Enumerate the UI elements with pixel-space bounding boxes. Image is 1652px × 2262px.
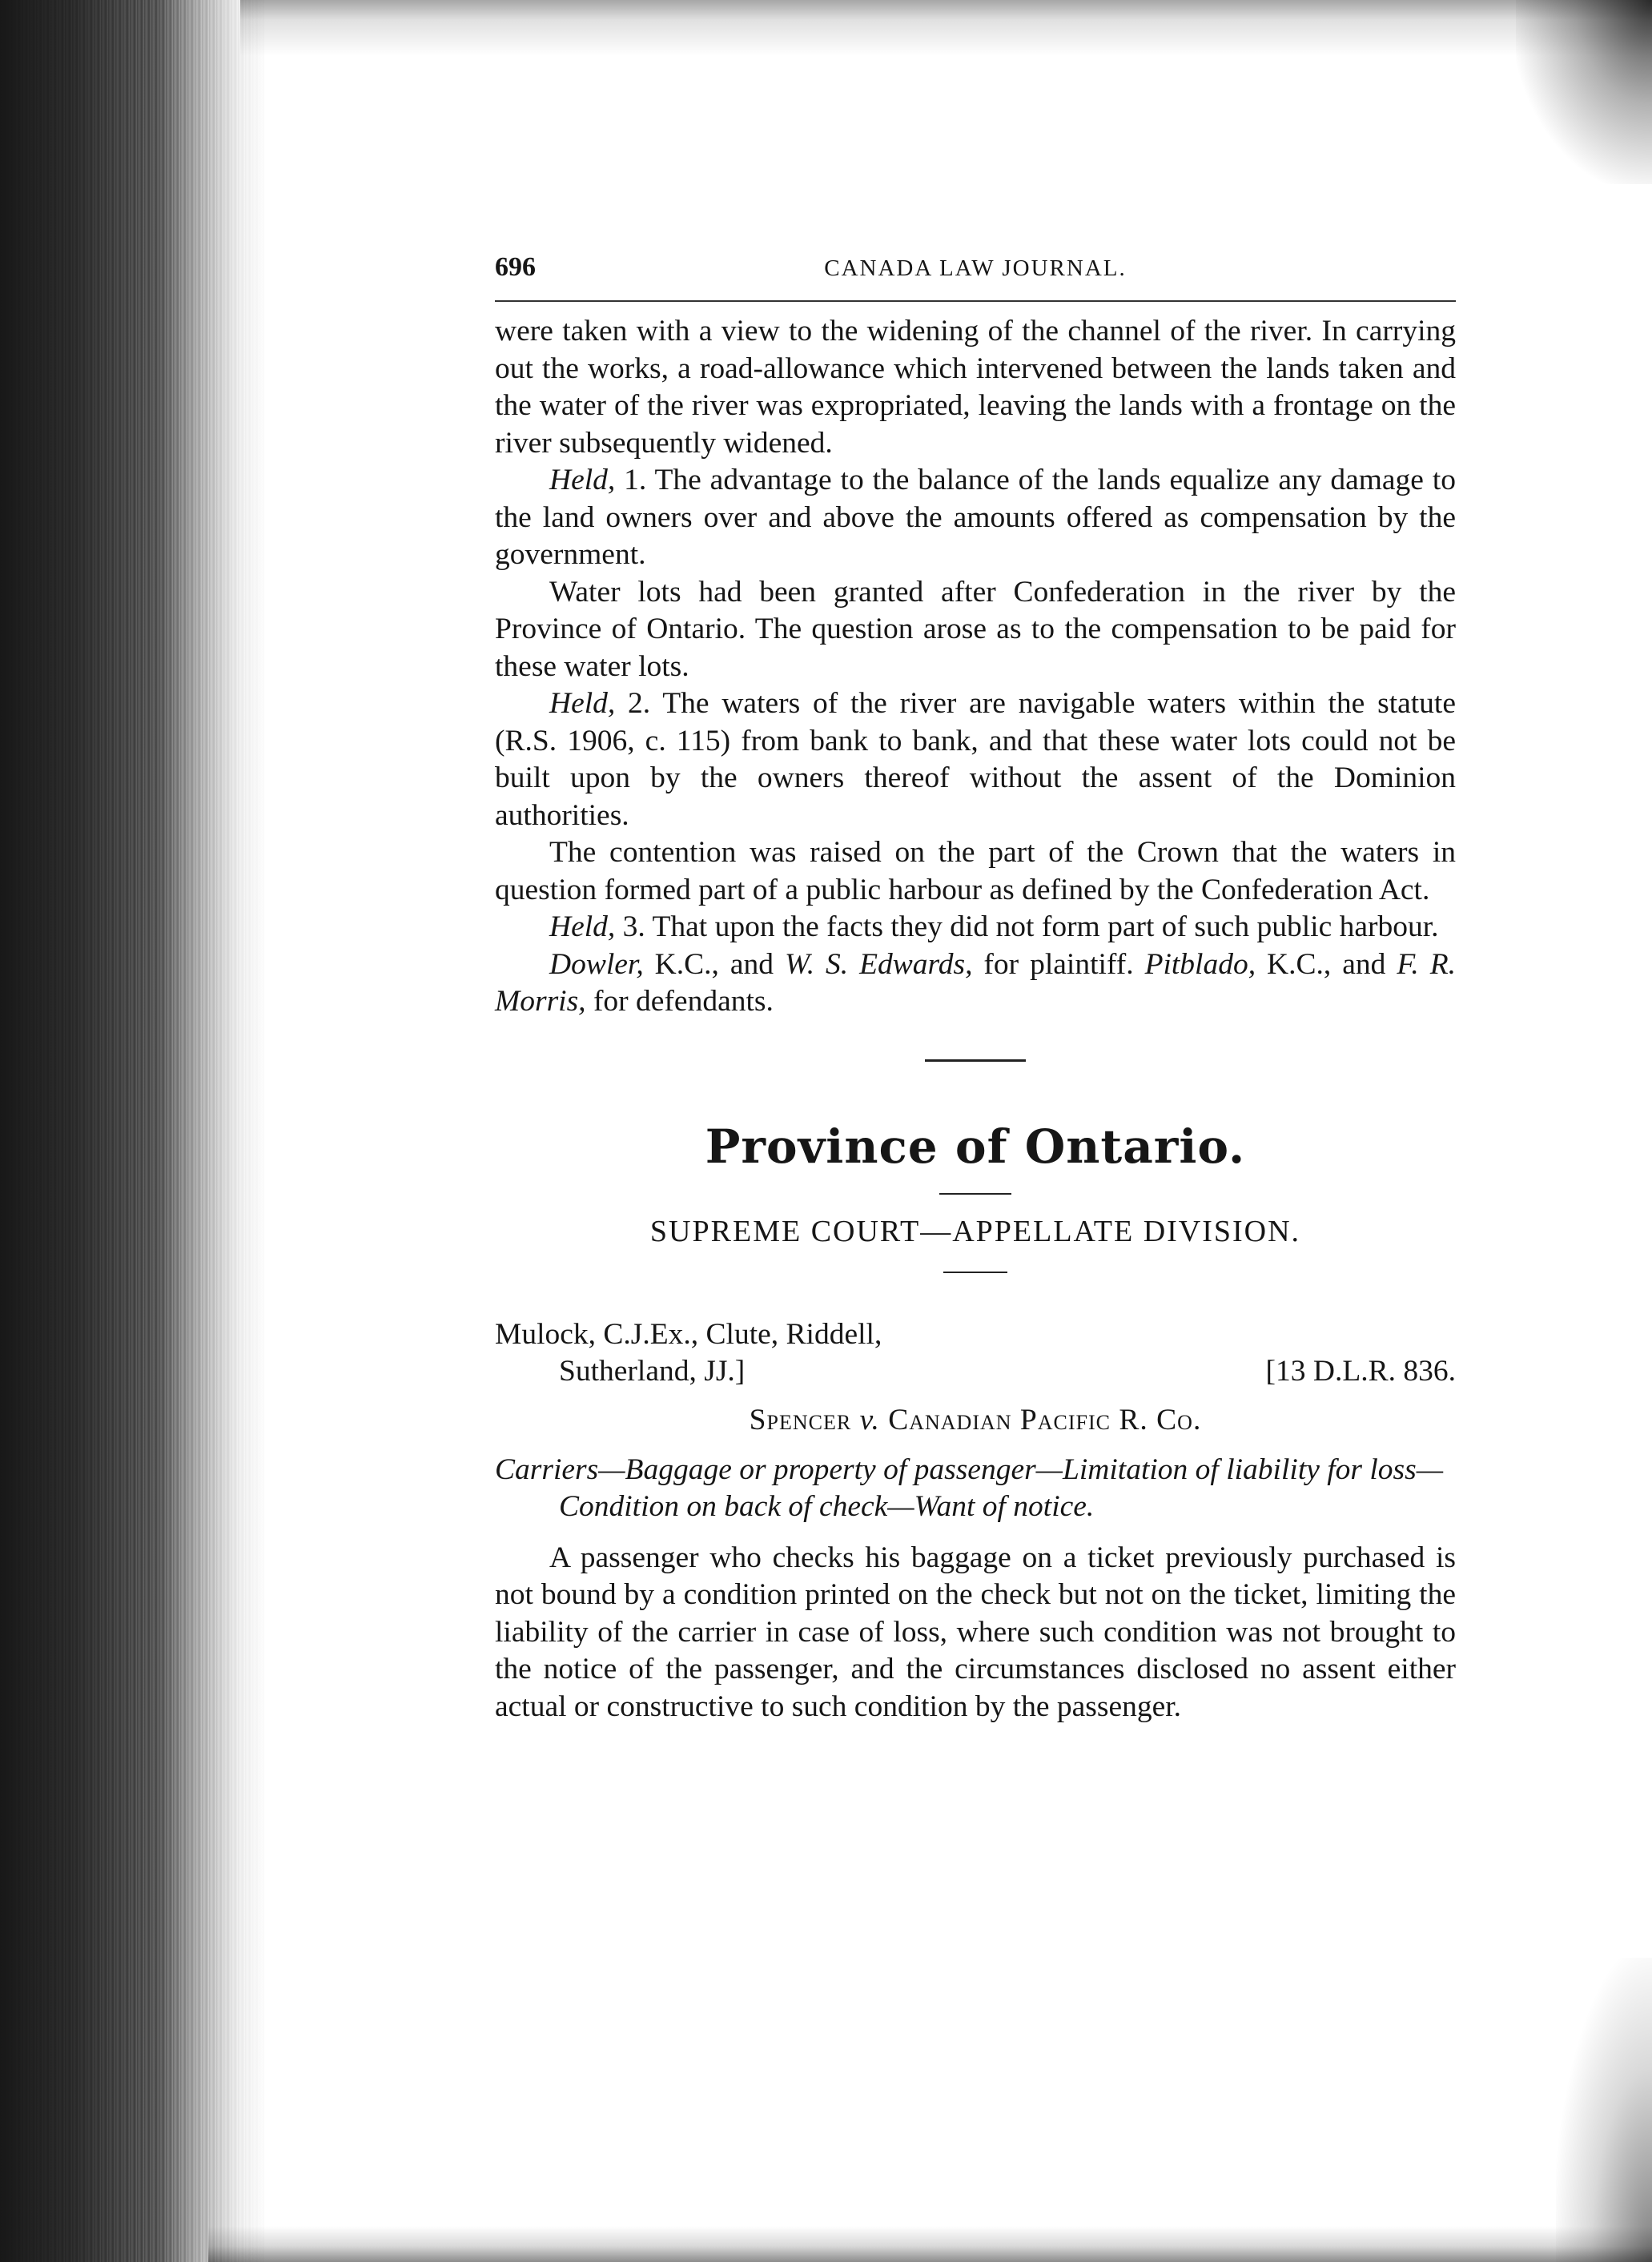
page-number: 696 — [495, 252, 536, 282]
held-label: Held, — [549, 910, 616, 943]
held-1-text: 1. The advantage to the balance of the lands equalize any damage to the land owners over and above the amounts offered as compensation by the government. — [495, 464, 1456, 571]
held-3-text: 3. That upon the facts they did not form part of such public harbour. — [615, 910, 1439, 943]
judges-line-2 — [495, 1353, 1456, 1390]
counsel-text: for plaintiff. — [972, 947, 1145, 981]
heading-divider — [939, 1193, 1011, 1195]
judges-names: Sutherland, JJ.] — [559, 1354, 746, 1388]
scan-shadow-bottom — [208, 2226, 1652, 2262]
paragraph-water-lots: Water lots had been granted after Confederation in the river by the Province of Ontario. The question arose as to the compensation to be paid for these water lots. — [495, 575, 1456, 683]
judges-line-1: Mulock, C.J.Ex., Clute, Riddell, — [495, 1317, 882, 1351]
paragraph-held-2 — [495, 685, 1456, 834]
scan-shadow-bottom-right — [1556, 1958, 1652, 2262]
scan-shadow-left-fade — [0, 0, 272, 2262]
heading-divider — [943, 1272, 1007, 1273]
held-2-text: 2. The waters of the river are navigable waters within the statute (R.S. 1906, c. 115) from bank to bank, and that these water lots could not be built upon by the owners thereof without the assent of the Dominion authorities. — [495, 687, 1456, 832]
counsel-name: Pitblado, — [1144, 947, 1256, 981]
judges-block — [495, 1316, 1456, 1390]
paragraph-held-1 — [495, 462, 1456, 574]
journal-page — [495, 252, 1456, 1726]
province-heading: Province of Ontario. — [705, 1119, 1246, 1174]
paragraph-facts: were taken with a view to the widening of the channel of the river. In carrying out the works, a road-allowance which intervened between the lands taken and the water of the river was expropriated, leaving the lands with a frontage on the river subsequently widened. — [495, 315, 1456, 460]
paragraph-contention: The contention was raised on the part of the Crown that the waters in question formed part of a public harbour as defined by the Confederation Act. — [495, 836, 1456, 906]
counsel-text: for defendants. — [585, 985, 774, 1018]
party-plaintiff: Spencer — [749, 1403, 852, 1436]
journal-title: CANADA LAW JOURNAL. — [824, 255, 1127, 281]
counsel-name: W. S. Edwards, — [784, 947, 973, 981]
header-rule — [495, 300, 1456, 302]
scan-shadow-top — [240, 0, 1652, 56]
counsel-text: K.C., and — [643, 947, 785, 981]
holding-block — [495, 1540, 1456, 1726]
case-report-continuation — [495, 313, 1456, 1021]
counsel-name: Dowler, — [549, 947, 644, 981]
counsel-name: F. R. Morris, — [495, 947, 1457, 1018]
case-title — [495, 1403, 1456, 1437]
party-defendant: Canadian Pacific R. Co. — [888, 1403, 1202, 1436]
running-head — [495, 252, 1456, 300]
paragraph-holding: A passenger who checks his baggage on a ticket previously purchased is not bound by a condition printed on the check but not on the ticket, limiting the liability of the carrier in case of loss, where such condition was not brought to the notice of the passenger, and the circumstances disclosed no assent either actual or constructive to such condition by the passenger. — [495, 1541, 1456, 1723]
headnote-catchwords: Carriers—Baggage or property of passenger—Limitation of liability for loss—Condition on back of check—Want of notice. — [495, 1452, 1444, 1523]
paragraph-counsel — [495, 946, 1456, 1021]
report-citation: [13 D.L.R. 836. — [1265, 1354, 1456, 1388]
section-divider — [925, 1059, 1026, 1062]
held-label: Held, — [549, 687, 616, 720]
counsel-text: K.C., and — [1256, 947, 1397, 981]
held-label: Held, — [549, 464, 616, 496]
court-heading: SUPREME COURT—APPELLATE DIVISION. — [649, 1214, 1301, 1248]
scan-shadow-top-right — [1516, 0, 1652, 184]
versus: v. — [851, 1403, 889, 1436]
paragraph-held-3 — [495, 909, 1456, 946]
